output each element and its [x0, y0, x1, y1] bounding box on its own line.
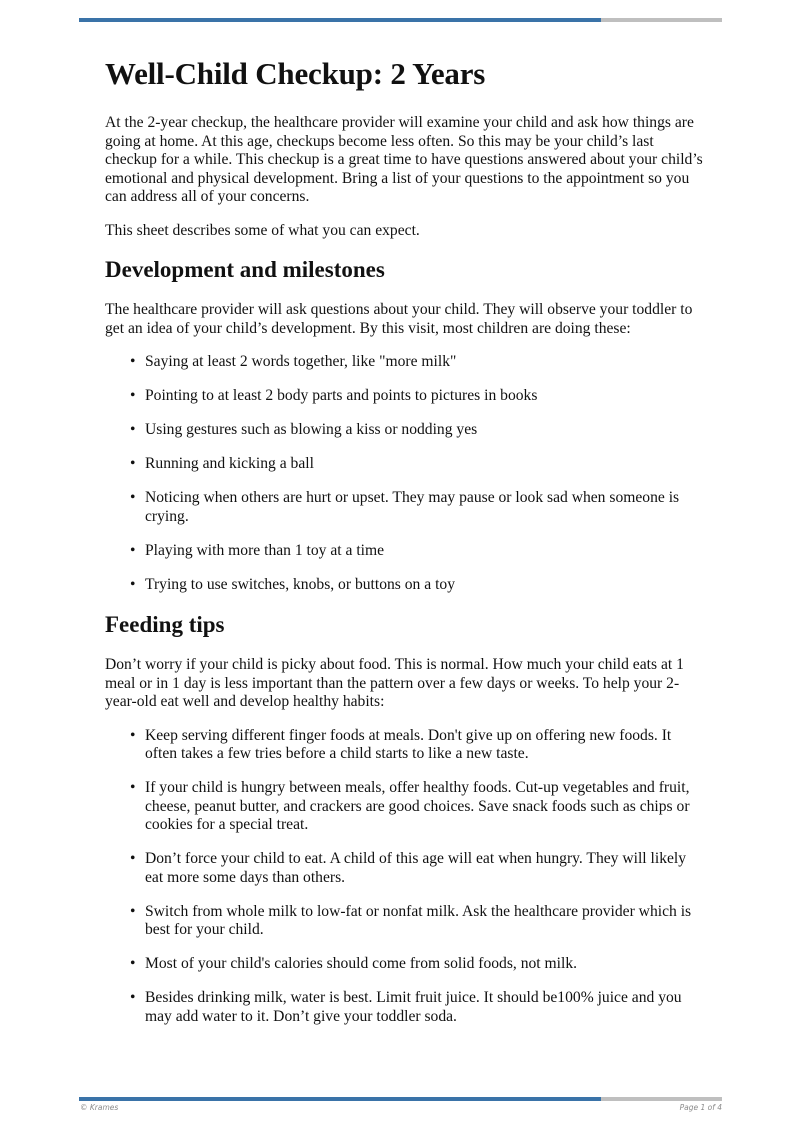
list-item-text: Playing with more than 1 toy at a time: [145, 541, 385, 559]
list-item: [130, 902, 705, 940]
header-rule-accent: [79, 18, 601, 22]
list-item-text: Using gestures such as blowing a kiss or nodding yes: [145, 421, 478, 438]
list-item: [130, 989, 705, 1026]
document-body: [105, 54, 705, 1042]
list-item: [130, 455, 705, 474]
page-title: Well-Child Checkup: 2 Years: [105, 56, 486, 91]
list-item-text: Trying to use switches, knobs, or buttons on a toy: [145, 575, 456, 593]
list-item: [130, 726, 705, 764]
list-item-text: Saying at least 2 words together, like "more milk": [145, 353, 457, 370]
list-item-text: If your child is hungry between meals, offer healthy foods. Cut-up vegetables and fruit, cheese, peanut butter, and crackers are good choices. Save snack foods such as chips or cookies for a special treat.: [145, 779, 690, 833]
milestones-list: [105, 353, 705, 594]
list-item: [130, 353, 705, 372]
bullet-icon: •: [130, 455, 136, 472]
footer-rule-track: [601, 1097, 722, 1101]
bullet-icon: •: [130, 850, 136, 867]
bullet-icon: •: [130, 955, 136, 972]
feeding-tips-list: [105, 727, 705, 1027]
bullet-icon: •: [130, 902, 136, 920]
list-item-text: Keep serving different finger foods at meals. Don't give up on offering new foods. It often takes a few tries before a child starts to like a new taste.: [145, 726, 672, 762]
bullet-icon: •: [130, 387, 136, 404]
intro-paragraph: This sheet describes some of what you can expect.: [105, 221, 420, 239]
footer-rule-accent: [79, 1097, 601, 1101]
list-item: [130, 575, 705, 595]
list-item: [130, 387, 705, 406]
footer-page-number: Page 1 of 4: [679, 1103, 722, 1112]
section-heading-development: Development and milestones: [105, 257, 385, 282]
bullet-icon: •: [130, 575, 136, 593]
bullet-icon: •: [130, 489, 136, 506]
section-paragraph: Don’t worry if your child is picky about food. This is normal. How much your child eats at 1 meal or in 1 day is less important than the pattern over a few days or weeks. To help your 2-year-old eat well and develop healthy habits:: [105, 656, 684, 710]
list-item-text: Besides drinking milk, water is best. Limit fruit juice. It should be100% juice and you may add water to it. Don’t give your toddler soda.: [145, 989, 682, 1025]
header-rule-track: [601, 18, 722, 22]
list-item: [130, 955, 705, 974]
list-item-text: Most of your child's calories should come from solid foods, not milk.: [145, 955, 578, 972]
list-item: [130, 489, 705, 526]
bullet-icon: •: [130, 726, 136, 744]
section-heading-feeding: Feeding tips: [105, 612, 225, 637]
list-item-text: Switch from whole milk to low-fat or nonfat milk. Ask the healthcare provider which is best for your child.: [145, 902, 692, 938]
bullet-icon: •: [130, 421, 136, 438]
list-item-text: Running and kicking a ball: [145, 455, 314, 472]
bullet-icon: •: [130, 541, 136, 559]
list-item-text: Don’t force your child to eat. A child of this age will eat when hungry. They will likely eat more some days than others.: [145, 850, 687, 886]
list-item-text: Pointing to at least 2 body parts and points to pictures in books: [145, 387, 538, 404]
bullet-icon: •: [130, 353, 136, 370]
list-item: [130, 541, 705, 561]
list-item: [130, 421, 705, 440]
list-item-text: Noticing when others are hurt or upset. They may pause or look sad when someone is crying.: [145, 489, 680, 525]
footer-rule: [79, 1097, 722, 1101]
bullet-icon: •: [130, 989, 136, 1006]
list-item: [130, 779, 705, 835]
list-item: [130, 850, 705, 887]
section-paragraph: The healthcare provider will ask questions about your child. They will observe your toddler to get an idea of your child’s development. By this visit, most children are doing these:: [105, 301, 693, 337]
header-rule: [79, 18, 722, 22]
bullet-icon: •: [130, 779, 136, 796]
intro-paragraph: At the 2-year checkup, the healthcare provider will examine your child and ask how things are going at home. At this age, checkups become less often. So this may be your child’s last checkup for a while. This checkup is a great time to have questions answered about your child’s emotional and physical development. Bring a list of your questions to the appointment so you can address all of your concerns.: [105, 114, 703, 205]
footer-copyright: © Krames: [80, 1103, 119, 1112]
